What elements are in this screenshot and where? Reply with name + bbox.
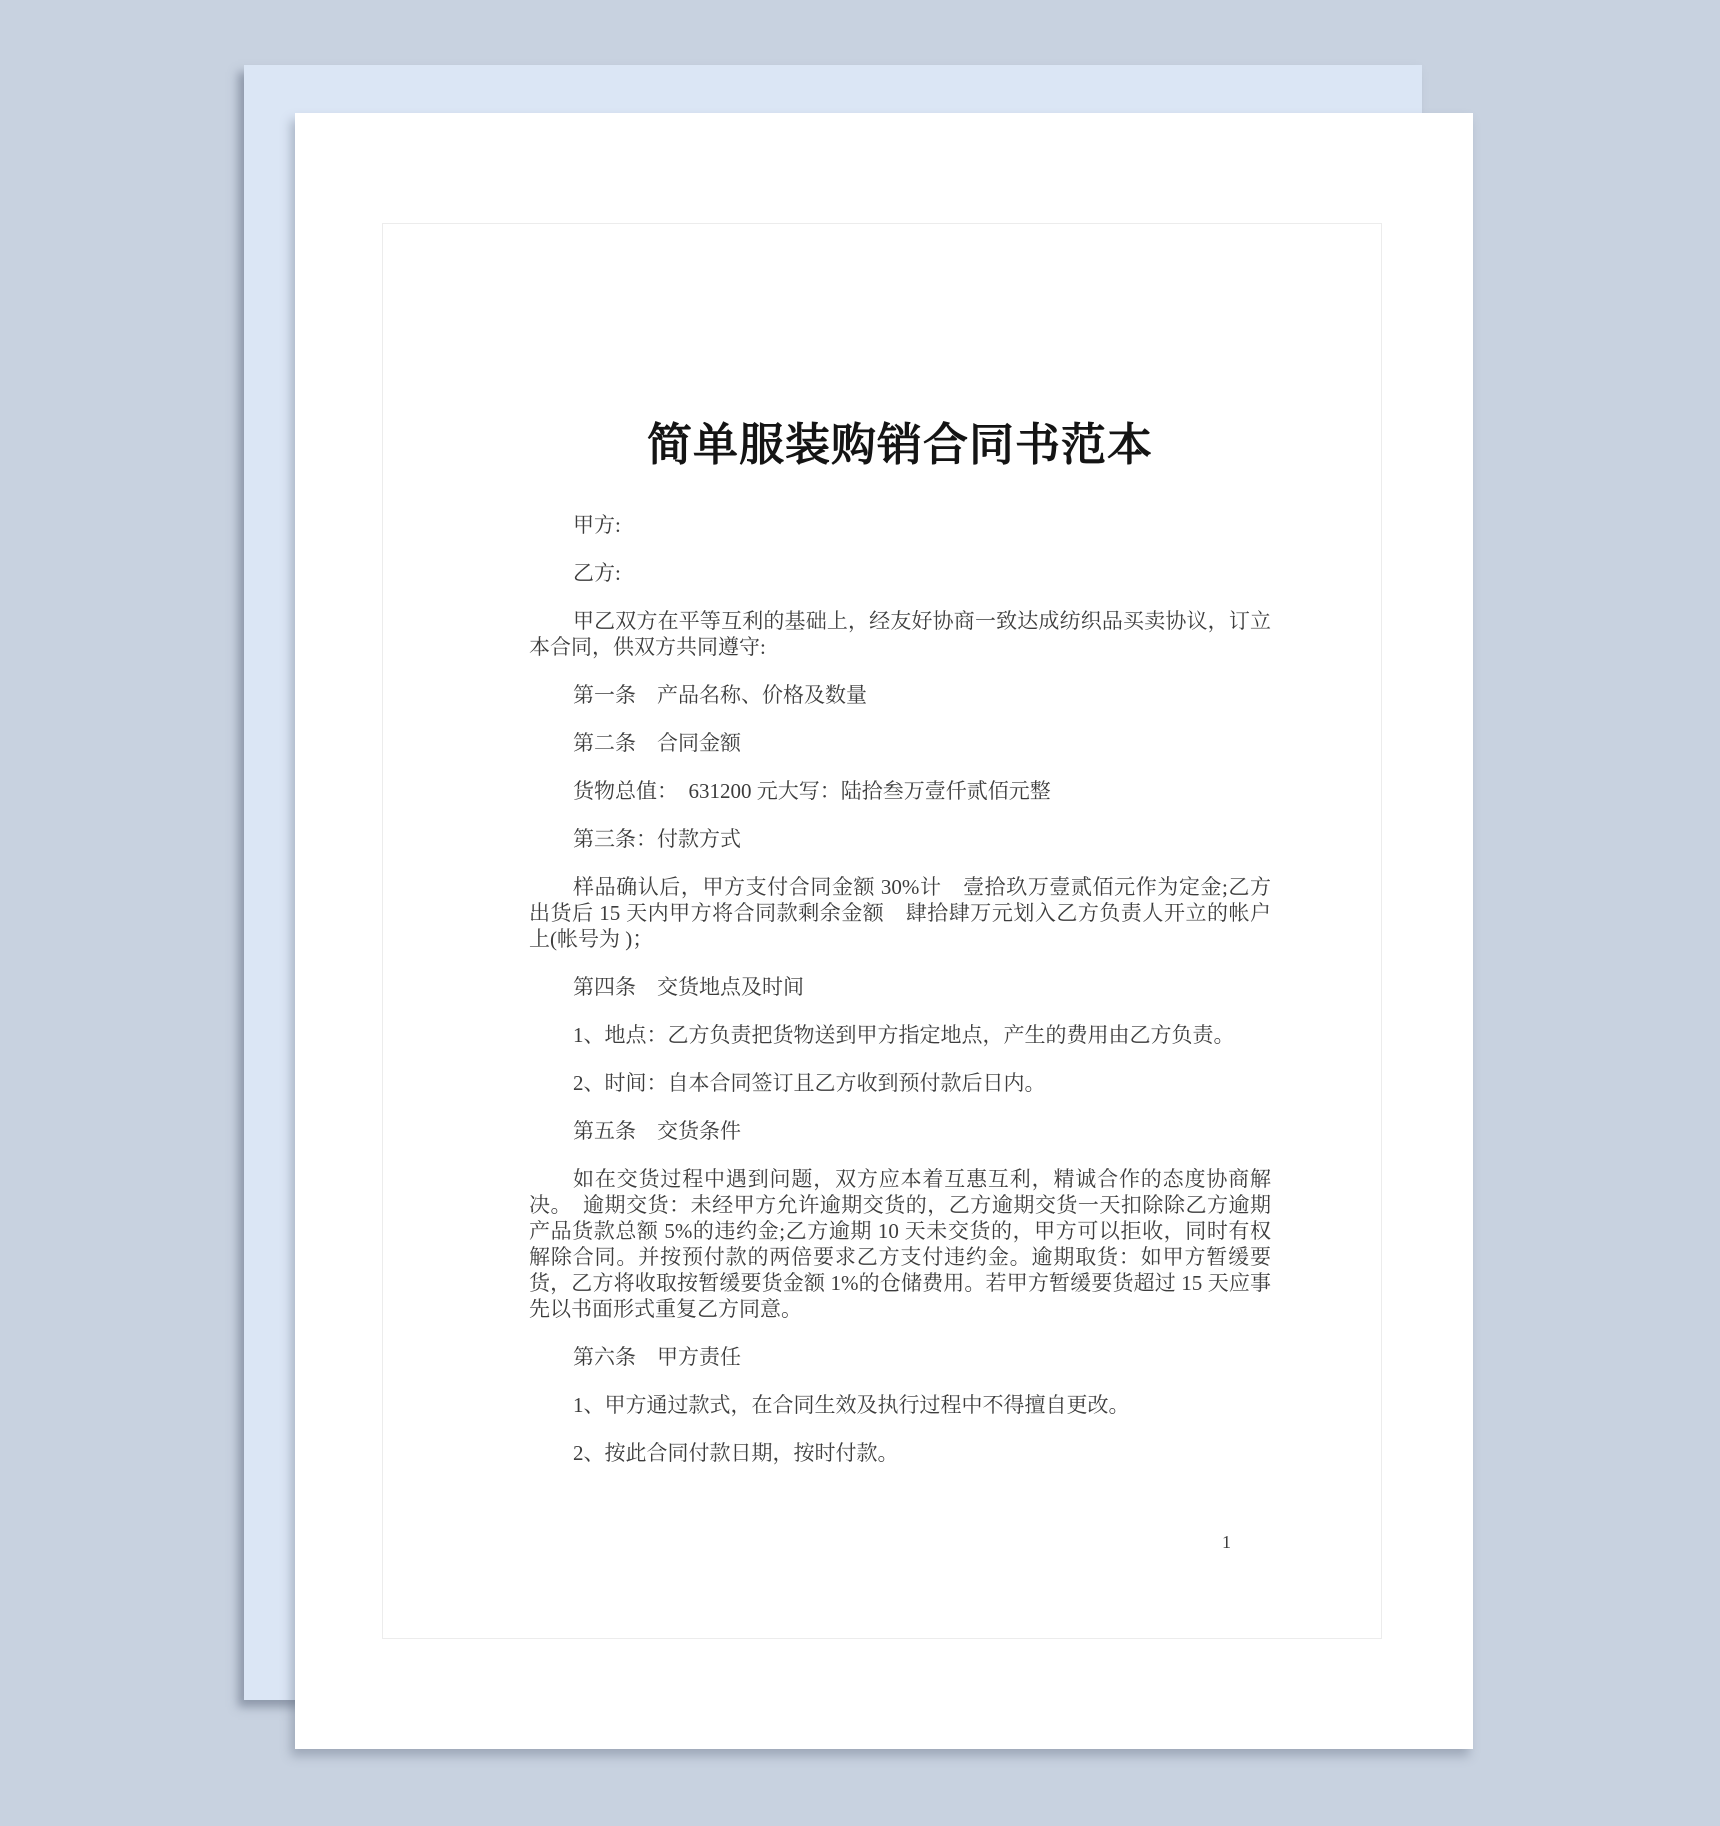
party-a-duty-item-1: 1、甲方通过款式，在合同生效及执行过程中不得擅自更改。 — [573, 1393, 1130, 1417]
party-a-duty-item-2: 2、按此合同付款日期，按时付款。 — [573, 1441, 899, 1465]
clause-4-heading: 第四条 交货地点及时间 — [573, 975, 804, 999]
delivery-time-item: 2、时间：自本合同签订且乙方收到预付款后日内。 — [573, 1071, 1046, 1095]
clause-3-heading: 第三条：付款方式 — [573, 827, 741, 851]
delivery-conditions-paragraph: 如在交货过程中遇到问题，双方应本着互惠互利，精诚合作的态度协商解决。 逾期交货：未经甲方允许逾期交货的，乙方逾期交货一天扣除除乙方逾期产品货款总额 5%的违约金;乙方逾期 10 天未交货的，甲方可以拒收，同时有权解除合同。并按预付款的两倍要求乙方支付违约金。逾期取货：如甲方暂缓要货，乙方将收取按暂缓要货金额 1%的仓储费用。若甲方暂缓要货超过 15 天应事先以书面形式重复乙方同意。 — [529, 1167, 1271, 1321]
document-content-area — [382, 223, 1382, 1639]
page-number: 1 — [1222, 1532, 1231, 1552]
document-title: 简单服装购销合同书范本 — [646, 419, 1153, 470]
payment-terms-paragraph: 样品确认后，甲方支付合同金额 30%计 壹拾玖万壹贰佰元作为定金;乙方出货后 15 天内甲方将合同款剩余金额 肆拾肆万元划入乙方负责人开立的帐户上(帐号为 )； — [529, 875, 1271, 951]
document-page — [295, 113, 1473, 1749]
contract-preamble: 甲乙双方在平等互利的基础上，经友好协商一致达成纺织品买卖协议，订立本合同，供双方共同遵守: — [529, 609, 1271, 659]
clause-5-heading: 第五条 交货条件 — [573, 1119, 741, 1143]
clause-1-heading: 第一条 产品名称、价格及数量 — [573, 683, 867, 707]
contract-party-b-line: 乙方: — [573, 561, 621, 585]
delivery-place-item: 1、地点：乙方负责把货物送到甲方指定地点，产生的费用由乙方负责。 — [573, 1023, 1235, 1047]
clause-6-heading: 第六条 甲方责任 — [573, 1345, 741, 1369]
goods-total-value-line: 货物总值： 631200 元大写：陆拾叁万壹仟贰佰元整 — [573, 779, 1051, 803]
contract-party-a-line: 甲方: — [573, 513, 621, 537]
document-text-column — [529, 224, 1271, 1488]
clause-2-heading: 第二条 合同金额 — [573, 731, 741, 755]
